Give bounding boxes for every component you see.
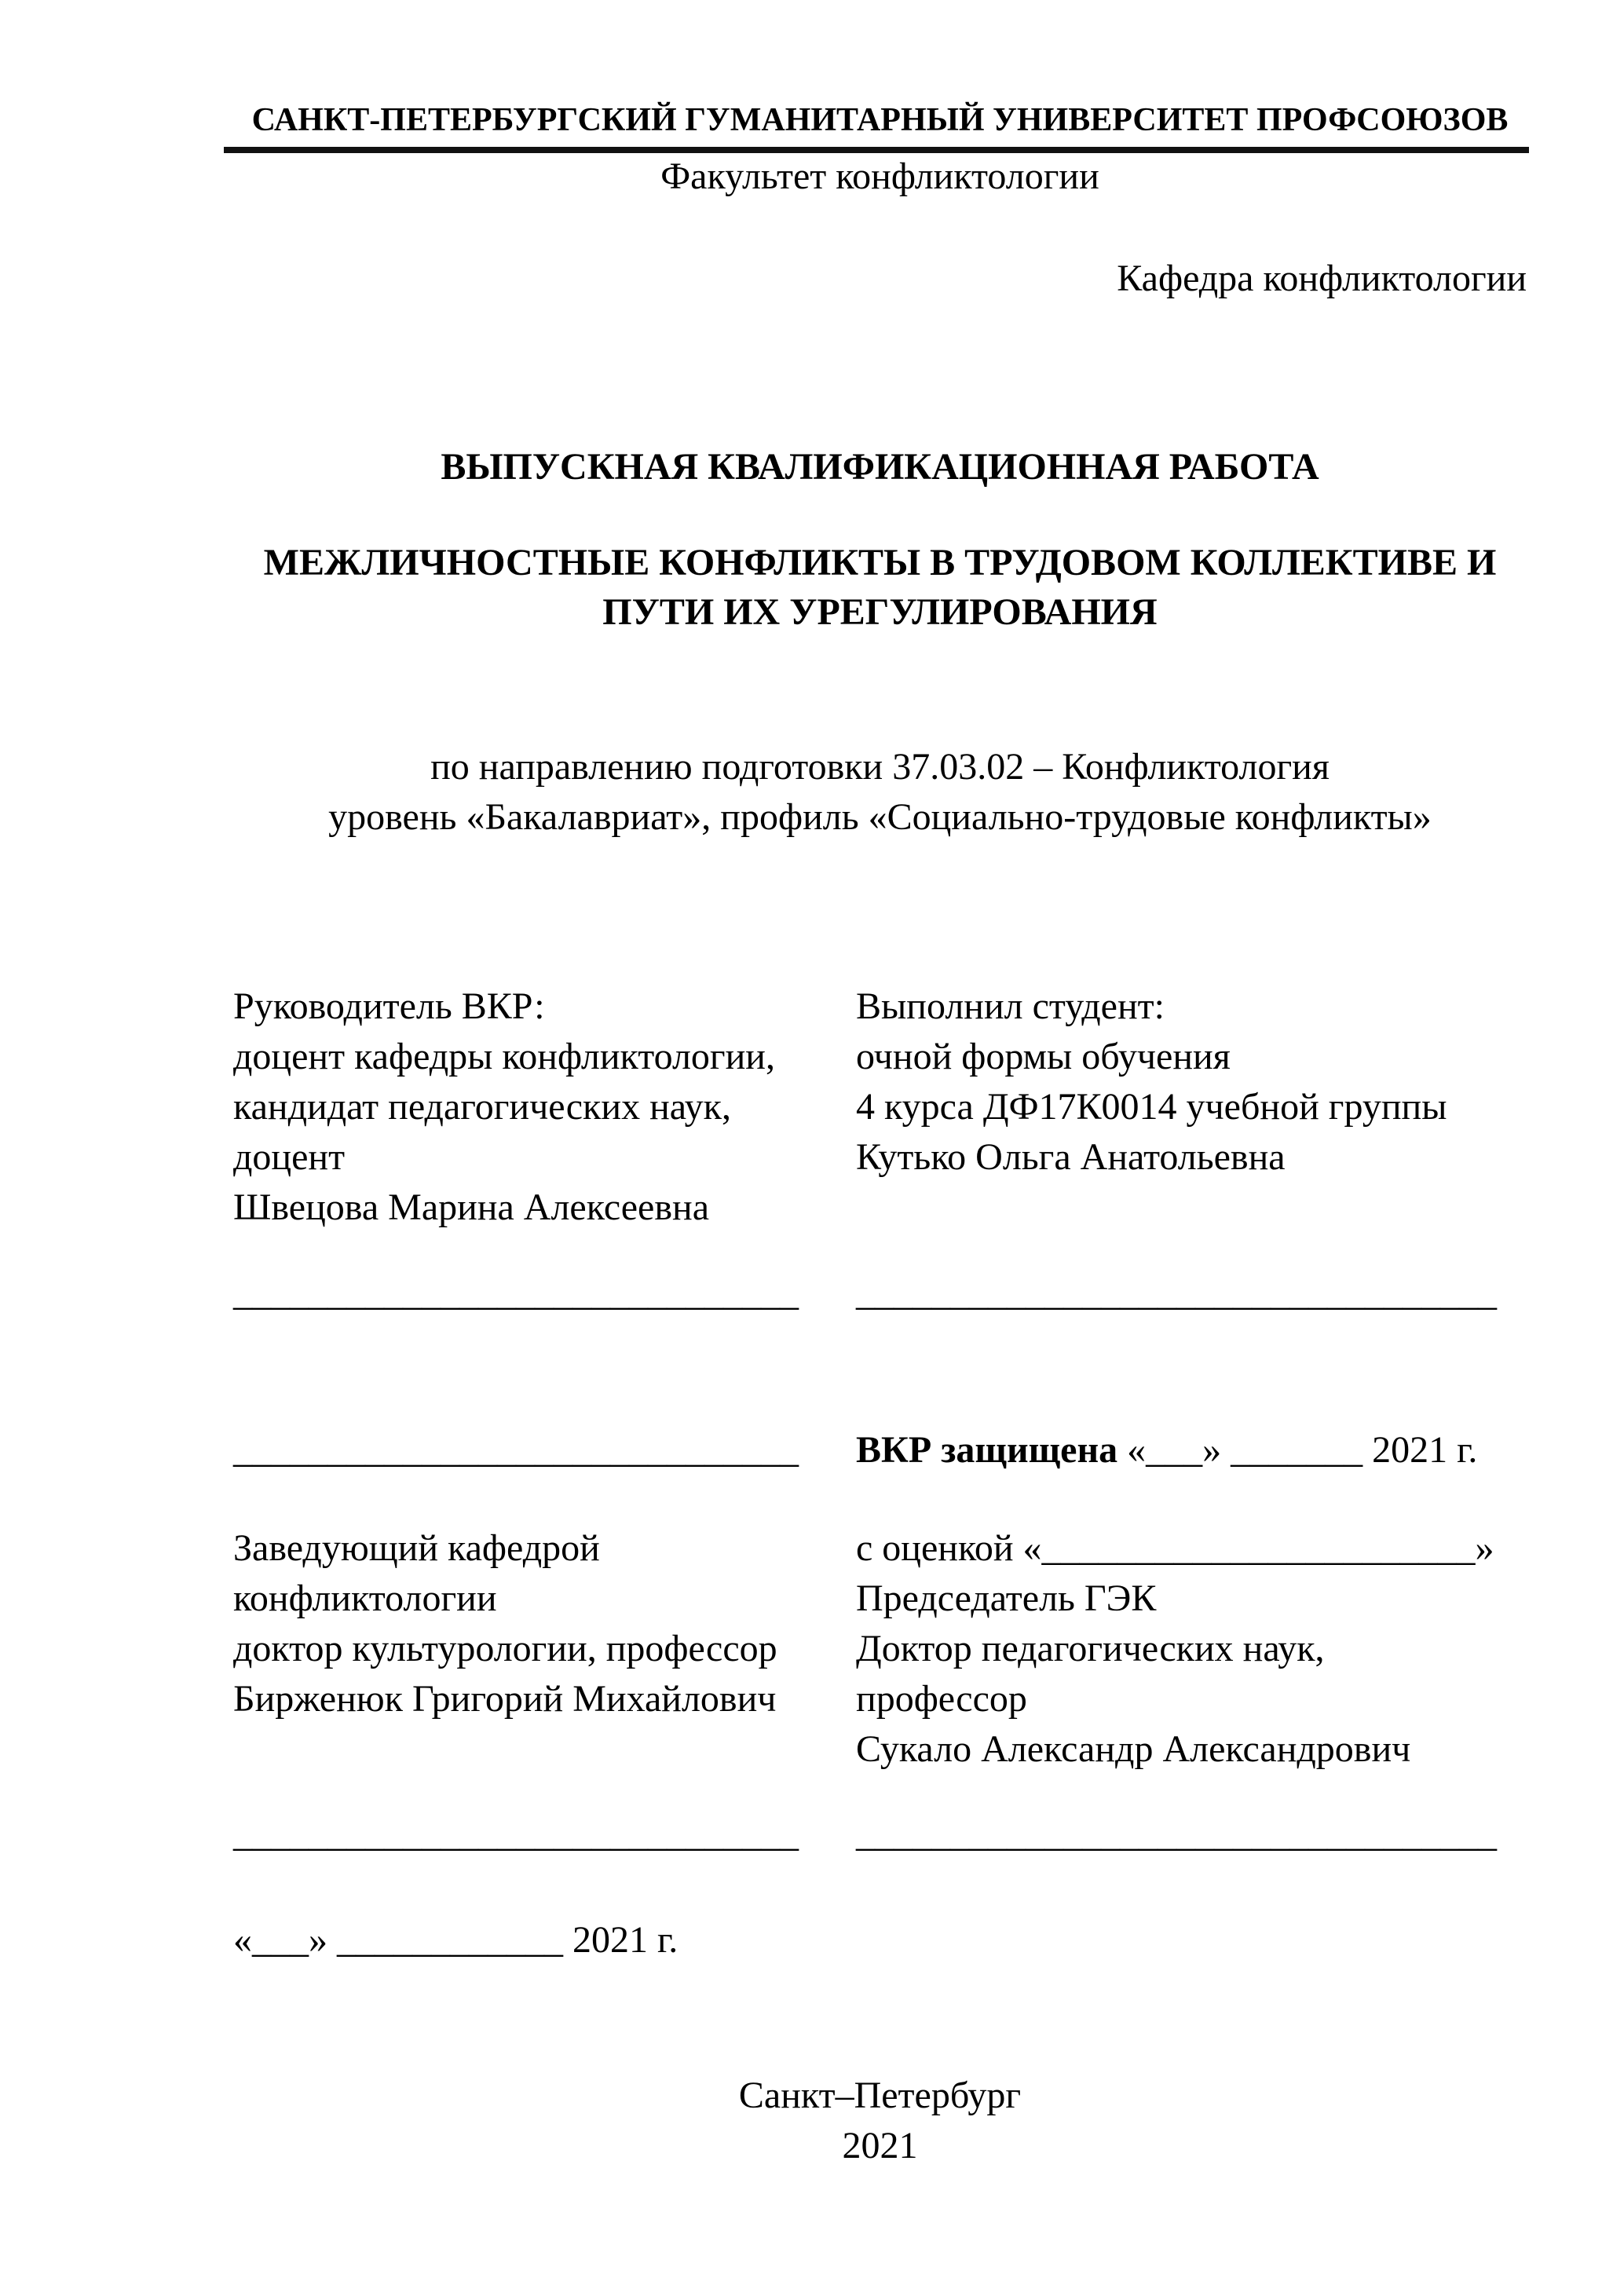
supervisor-position-1: доцент кафедры конфликтологии, (233, 1036, 775, 1077)
head-of-department-degree: доктор культурологии, профессор (233, 1628, 777, 1669)
head-of-department-block (233, 1523, 846, 1724)
program-info (233, 742, 1527, 843)
program-level-profile: уровень «Бакалавриат», профиль «Социально-трудовые конфликты» (328, 796, 1432, 838)
defense-label: ВКР защищена (856, 1429, 1118, 1471)
head-of-department-name: Бирженюк Григорий Михайлович (233, 1678, 777, 1720)
department-name: Кафедра конфликтологии (1117, 258, 1527, 299)
supervisor-position-3: доцент (233, 1136, 346, 1178)
supervisor-position-2: кандидат педагогических наук, (233, 1086, 731, 1128)
supervisor-block (233, 982, 846, 1233)
committee-block (856, 1523, 1531, 1775)
city-year-block (233, 2071, 1527, 2171)
university-name: САНКТ-ПЕТЕРБУРГСКИЙ ГУМАНИТАРНЫЙ УНИВЕРСИТЕТ ПРОФСОЮЗОВ (251, 102, 1509, 138)
head-of-department-title-1: Заведующий кафедрой (233, 1527, 600, 1569)
student-study-form: очной формы обучения (856, 1036, 1231, 1077)
bottom-left-signature-line: ______________________________ (233, 1813, 799, 1855)
student-name: Кутько Ольга Анатольевна (856, 1136, 1286, 1178)
defense-date-row (856, 1425, 1531, 1475)
work-type-heading: ВЫПУСКНАЯ КВАЛИФИКАЦИОННАЯ РАБОТА (441, 446, 1319, 488)
committee-chair-degree: Доктор педагогических наук, (856, 1628, 1325, 1669)
student-label: Выполнил студент: (856, 985, 1165, 1027)
approval-date-blank: «___» ____________ 2021 г. (233, 1919, 678, 1961)
publication-year: 2021 (842, 2125, 918, 2166)
committee-chair-name: Сукало Александр Александрович (856, 1728, 1411, 1770)
student-block (856, 982, 1531, 1183)
supervisor-name: Швецова Марина Алексеевна (233, 1186, 709, 1228)
supervisor-signature-line: ______________________________ (233, 1272, 799, 1314)
supervisor-label: Руководитель ВКР: (233, 985, 545, 1027)
head-of-department-signature-line: ______________________________ (233, 1429, 799, 1471)
city-name: Санкт–Петербург (738, 2075, 1022, 2116)
program-direction: по направлению подготовки 37.03.02 – Конфликтология (430, 746, 1330, 788)
student-signature-line: __________________________________ (856, 1272, 1497, 1314)
defense-date-blanks: «___» _______ 2021 г. (1117, 1429, 1478, 1471)
faculty-name: Факультет конфликтологии (660, 155, 1099, 197)
committee-chair-rank: профессор (856, 1678, 1027, 1720)
committee-chair-label: Председатель ГЭК (856, 1578, 1157, 1619)
thesis-title-line-1: МЕЖЛИЧНОСТНЫЕ КОНФЛИКТЫ В ТРУДОВОМ КОЛЛЕКТИВЕ И (263, 542, 1497, 583)
student-group: 4 курса ДФ17К0014 учебной группы (856, 1086, 1447, 1128)
thesis-title-line-2: ПУТИ ИХ УРЕГУЛИРОВАНИЯ (602, 591, 1158, 633)
head-of-department-title-2: конфликтологии (233, 1578, 497, 1619)
bottom-right-signature-line: __________________________________ (856, 1813, 1497, 1855)
grade-blank-line: с оценкой «_______________________» (856, 1527, 1494, 1569)
thesis-title (233, 538, 1527, 637)
